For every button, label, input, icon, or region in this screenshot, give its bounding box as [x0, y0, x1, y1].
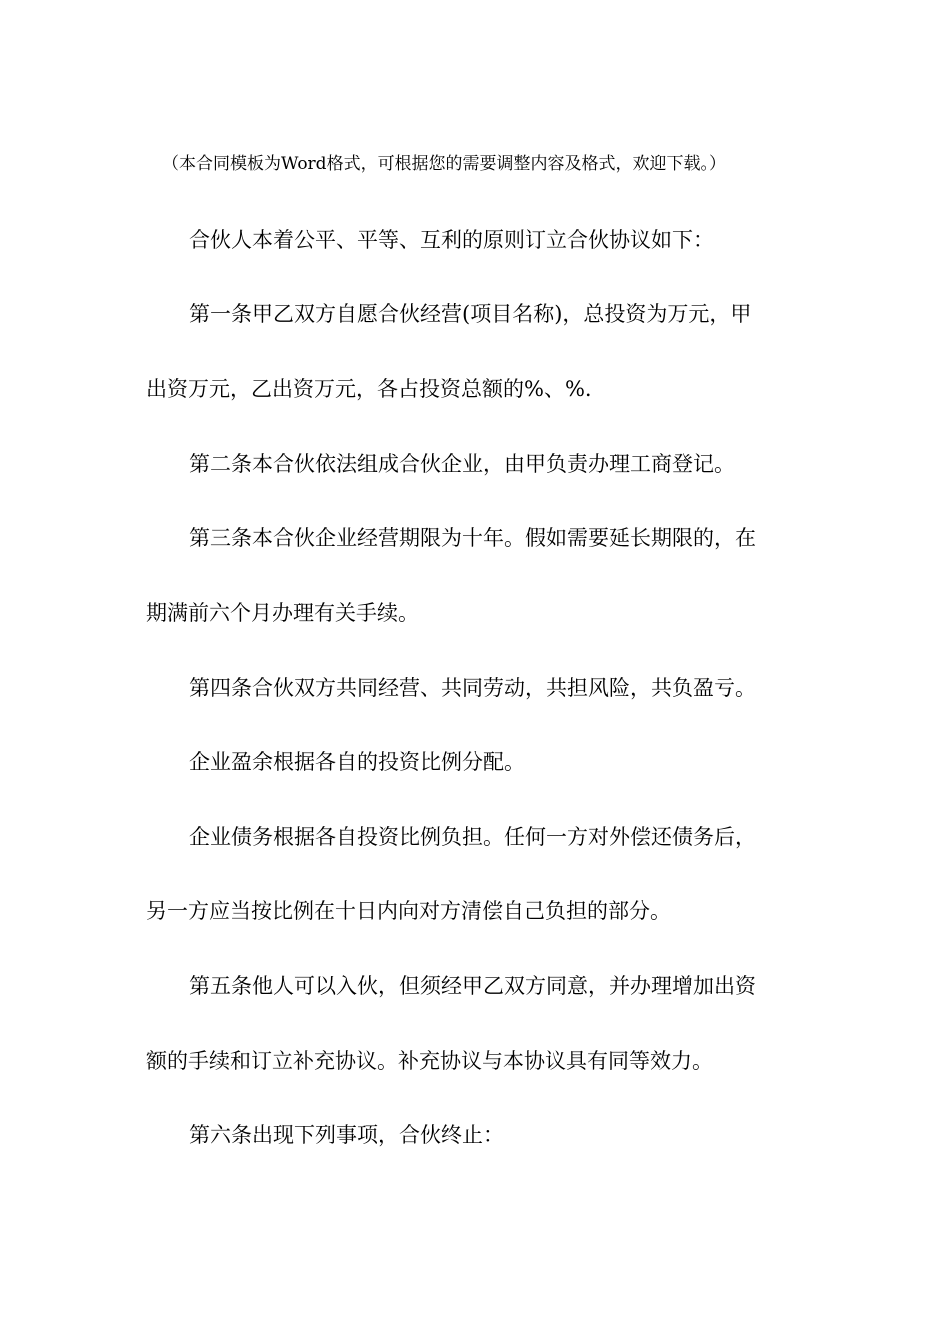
article-1-line-2: 出资万元，乙出资万元，各占投资总额的%、%. [146, 377, 592, 401]
article-3-line-2: 期满前六个月办理有关手续。 [146, 601, 419, 625]
article-4: 第四条合伙双方共同经营、共同劳动，共担风险，共负盈亏。 [189, 676, 756, 700]
debt-line-1: 企业债务根据各自投资比例负担。任何一方对外偿还债务后， [189, 825, 756, 849]
profit-distribution: 企业盈余根据各自的投资比例分配。 [189, 750, 525, 774]
article-5-line-2: 额的手续和订立补充协议。补充协议与本协议具有同等效力。 [146, 1049, 713, 1073]
article-5-line-1: 第五条他人可以入伙，但须经甲乙双方同意，并办理增加出资 [189, 974, 756, 998]
template-note: （本合同模板为Word格式，可根据您的需要调整内容及格式，欢迎下载。） [162, 154, 727, 174]
article-6: 第六条出现下列事项，合伙终止： [189, 1123, 504, 1147]
article-1-line-1: 第一条甲乙双方自愿合伙经营(项目名称)，总投资为万元，甲 [189, 302, 752, 326]
paragraph-intro: 合伙人本着公平、平等、互利的原则订立合伙协议如下： [189, 228, 714, 252]
article-2: 第二条本合伙依法组成合伙企业，由甲负责办理工商登记。 [189, 452, 735, 476]
article-3-line-1: 第三条本合伙企业经营期限为十年。假如需要延长期限的，在 [189, 526, 756, 550]
debt-line-2: 另一方应当按比例在十日内向对方清偿自己负担的部分。 [146, 899, 671, 923]
